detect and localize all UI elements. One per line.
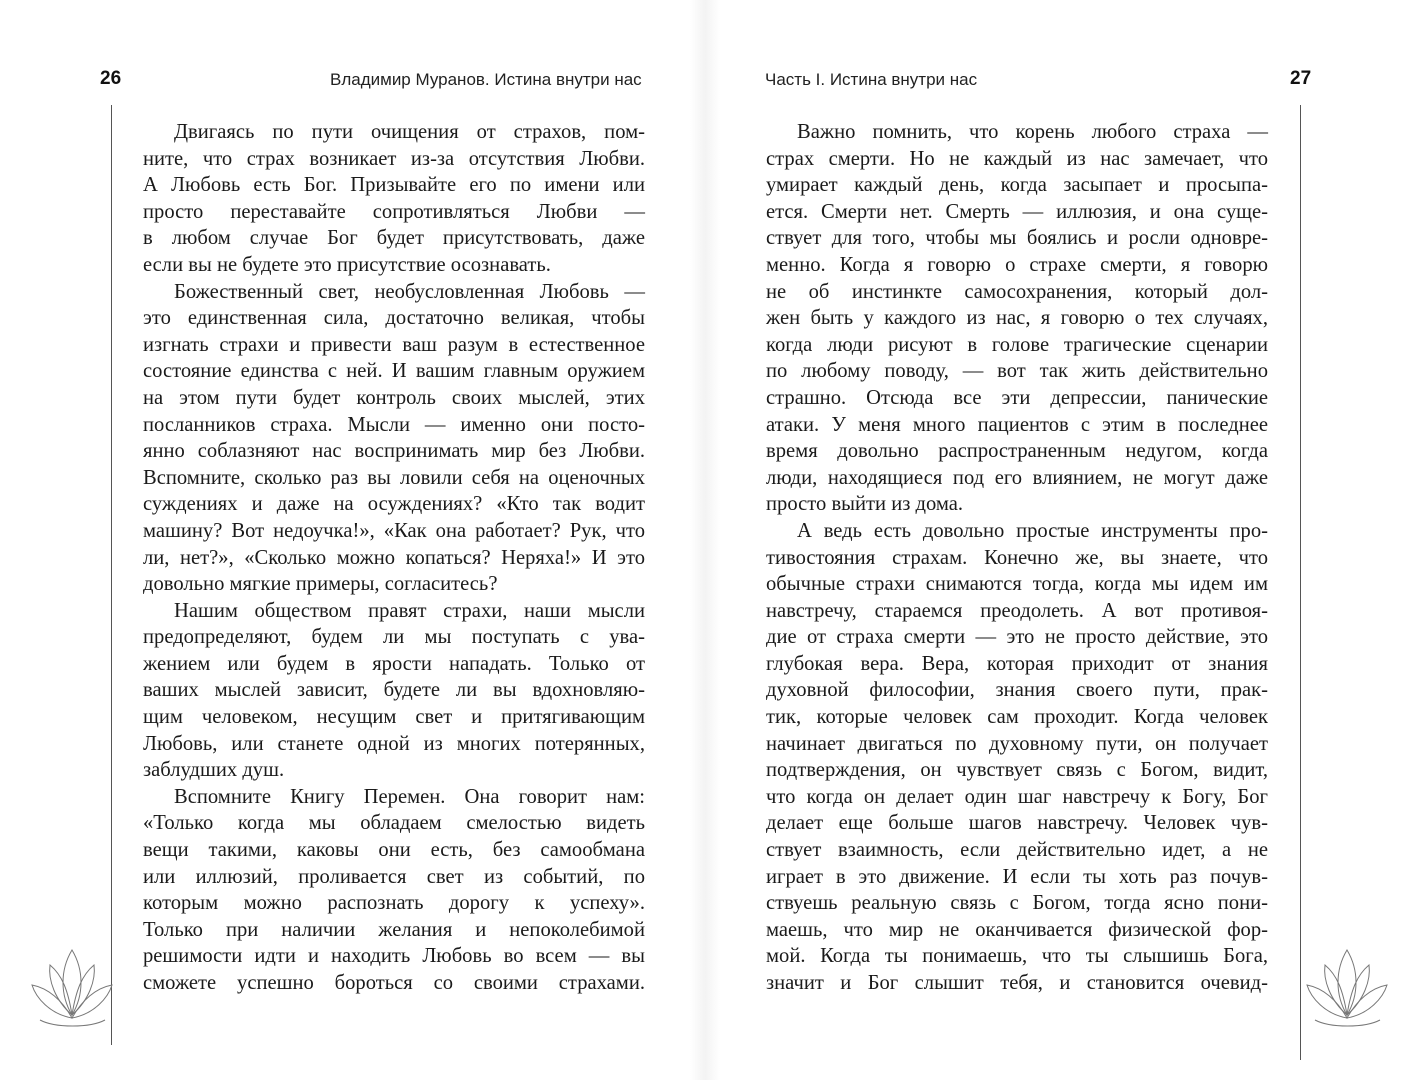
text-line: страшно. Отсюда все эти депрессии, панические: [766, 386, 1268, 409]
left-page-number: 26: [100, 68, 122, 89]
text-line: на этом пути будет контроль своих мыслей, этих: [143, 386, 645, 409]
text-line: Божественный свет, необусловленная Любовь —: [174, 280, 645, 303]
text-line: делает еще больше шагов навстречу. Человек чув-: [766, 812, 1268, 835]
text-line: Важно помнить, что корень любого страха —: [797, 121, 1268, 143]
text-line: атаки. У меня много пациентов с этим в последнее: [766, 413, 1268, 436]
text-line: начинает двигаться по духовному пути, он получает: [766, 732, 1268, 755]
text-line: что когда он делает один шаг навстречу к Богу, Бог: [766, 785, 1268, 808]
text-line: страх смерти. Но не каждый из нас замечает, что: [766, 147, 1268, 170]
text-line: «Только когда мы обладаем смелостью видеть: [143, 812, 645, 835]
text-line: предопределяют, будем ли мы поступать с ува-: [143, 626, 645, 649]
text-line: ли, нет?», «Сколько можно копаться? Неряха!» И это: [143, 546, 645, 569]
text-line: дие от страха смерти — это не просто действие, это: [766, 626, 1268, 649]
text-line: щим человеком, несущим свет и притягивающим: [143, 706, 645, 729]
text-line: Любовь, или станете одной из многих потерянных,: [143, 732, 645, 755]
lotus-ornament-icon: [1305, 940, 1390, 1030]
text-line: Нашим обществом правят страхи, наши мысли: [174, 599, 645, 622]
left-page-text: [143, 119, 645, 997]
text-line: заблудших душ.: [143, 759, 285, 782]
text-line: маешь, что мир не оканчивается физической фор-: [766, 918, 1268, 941]
right-margin-rule: [1300, 105, 1301, 1060]
text-line: вещи такими, каковы они есть, без самообмана: [143, 839, 645, 862]
text-line: значит и Бог слышит тебя, и становится очевид-: [766, 972, 1268, 994]
text-line: не об инстинкте самосохранения, который дол-: [766, 280, 1268, 303]
text-line: жен быть у каждого из нас, я говорю о тех случаях,: [766, 307, 1268, 330]
text-line: или иллюзий, проливается свет из событий, по: [143, 865, 645, 888]
text-line: сможете успешно бороться со своими страхами.: [143, 972, 645, 994]
text-line: изгнать страхи и привести ваш разум в естественное: [143, 333, 645, 356]
text-line: тик, которые человек сам проходит. Когда человек: [766, 706, 1268, 729]
text-line: янно соблазняют нас воспринимать мир без Любви.: [143, 440, 645, 463]
text-line: ните, что страх возникает из-за отсутствия Любви.: [143, 147, 645, 170]
text-line: Двигаясь по пути очищения от страхов, пом-: [174, 121, 645, 143]
right-page-text: [766, 119, 1268, 997]
text-line: решимости идти и находить Любовь во всем — вы: [143, 945, 645, 968]
text-line: играет в это движение. И если ты хоть раз почув-: [766, 865, 1268, 888]
text-line: ется. Смерти нет. Смерть — иллюзия, и она суще-: [766, 200, 1268, 223]
text-line: глубокая вера. Вера, которая приходит от знания: [766, 652, 1268, 675]
right-running-head: Часть I. Истина внутри нас: [765, 70, 978, 89]
text-line: довольно мягкие примеры, согласитесь?: [143, 573, 498, 596]
text-line: подтверждения, он чувствует связь с Богом, видит,: [766, 759, 1268, 782]
left-running-head: Владимир Муранов. Истина внутри нас: [330, 70, 642, 89]
text-line: когда люди рисуют в голове трагические сценарии: [766, 333, 1268, 356]
text-line: если вы не будете это присутствие осознавать.: [143, 253, 551, 276]
text-line: ствуешь реальную связь с Богом, тогда ясно пони-: [766, 892, 1268, 915]
text-line: это единственная сила, достаточно великая, чтобы: [143, 307, 645, 330]
text-line: просто переставайте сопротивляться Любви —: [143, 200, 645, 223]
text-line: навстречу, стараемся преодолеть. А вот противоя-: [766, 599, 1268, 622]
text-line: ствует для того, чтобы мы боялись и росли одновре-: [766, 227, 1268, 250]
text-line: которым можно распознать дорогу к успеху».: [143, 892, 645, 915]
lotus-ornament-icon: [30, 940, 115, 1030]
text-line: по любому поводу, — вот так жить действительно: [766, 360, 1268, 383]
text-line: суждениях и даже на осуждениях? «Кто так водит: [143, 493, 645, 516]
text-line: Только при наличии желания и непоколебимой: [143, 918, 645, 941]
text-line: обычные страхи снимаются тогда, когда мы идем им: [766, 573, 1268, 596]
text-line: посланников страха. Мысли — именно они посто-: [143, 413, 645, 436]
text-line: люди, находящиеся под его влиянием, не могут даже: [766, 466, 1268, 489]
text-line: духовной философии, знания своего пути, прак-: [766, 679, 1268, 702]
text-line: А ведь есть довольно простые инструменты про-: [797, 519, 1268, 542]
text-line: Вспомните Книгу Перемен. Она говорит нам:: [174, 785, 645, 808]
text-line: умирает каждый день, когда засыпает и просыпа-: [766, 174, 1268, 197]
text-line: в любом случае Бог будет присутствовать, даже: [143, 227, 645, 250]
text-line: мой. Когда ты понимаешь, что ты слышишь Бога,: [766, 945, 1268, 968]
book-gutter-shadow: [690, 0, 720, 1080]
text-line: машину? Вот недоучка!», «Как она работает? Рук, что: [143, 519, 645, 542]
text-line: время довольно распространенным недугом, когда: [766, 440, 1268, 463]
right-page-number: 27: [1290, 68, 1312, 89]
text-line: менно. Когда я говорю о страхе смерти, я говорю: [766, 253, 1268, 276]
text-line: ваших мыслей зависит, будете ли вы вдохновляю-: [143, 679, 645, 702]
text-line: жением или будем в ярости нападать. Только от: [143, 652, 645, 675]
left-margin-rule: [111, 105, 112, 1045]
text-line: тивостояния страхам. Конечно же, вы знаете, что: [766, 546, 1268, 569]
text-line: состояние единства с ней. И вашим главным оружием: [143, 360, 645, 383]
text-line: А Любовь есть Бог. Призывайте его по имени или: [143, 174, 645, 197]
text-line: просто выйти из дома.: [766, 493, 964, 516]
text-line: ствует взаимность, если действительно идет, а не: [766, 839, 1268, 862]
text-line: Вспомните, сколько раз вы ловили себя на оценочных: [143, 466, 645, 489]
